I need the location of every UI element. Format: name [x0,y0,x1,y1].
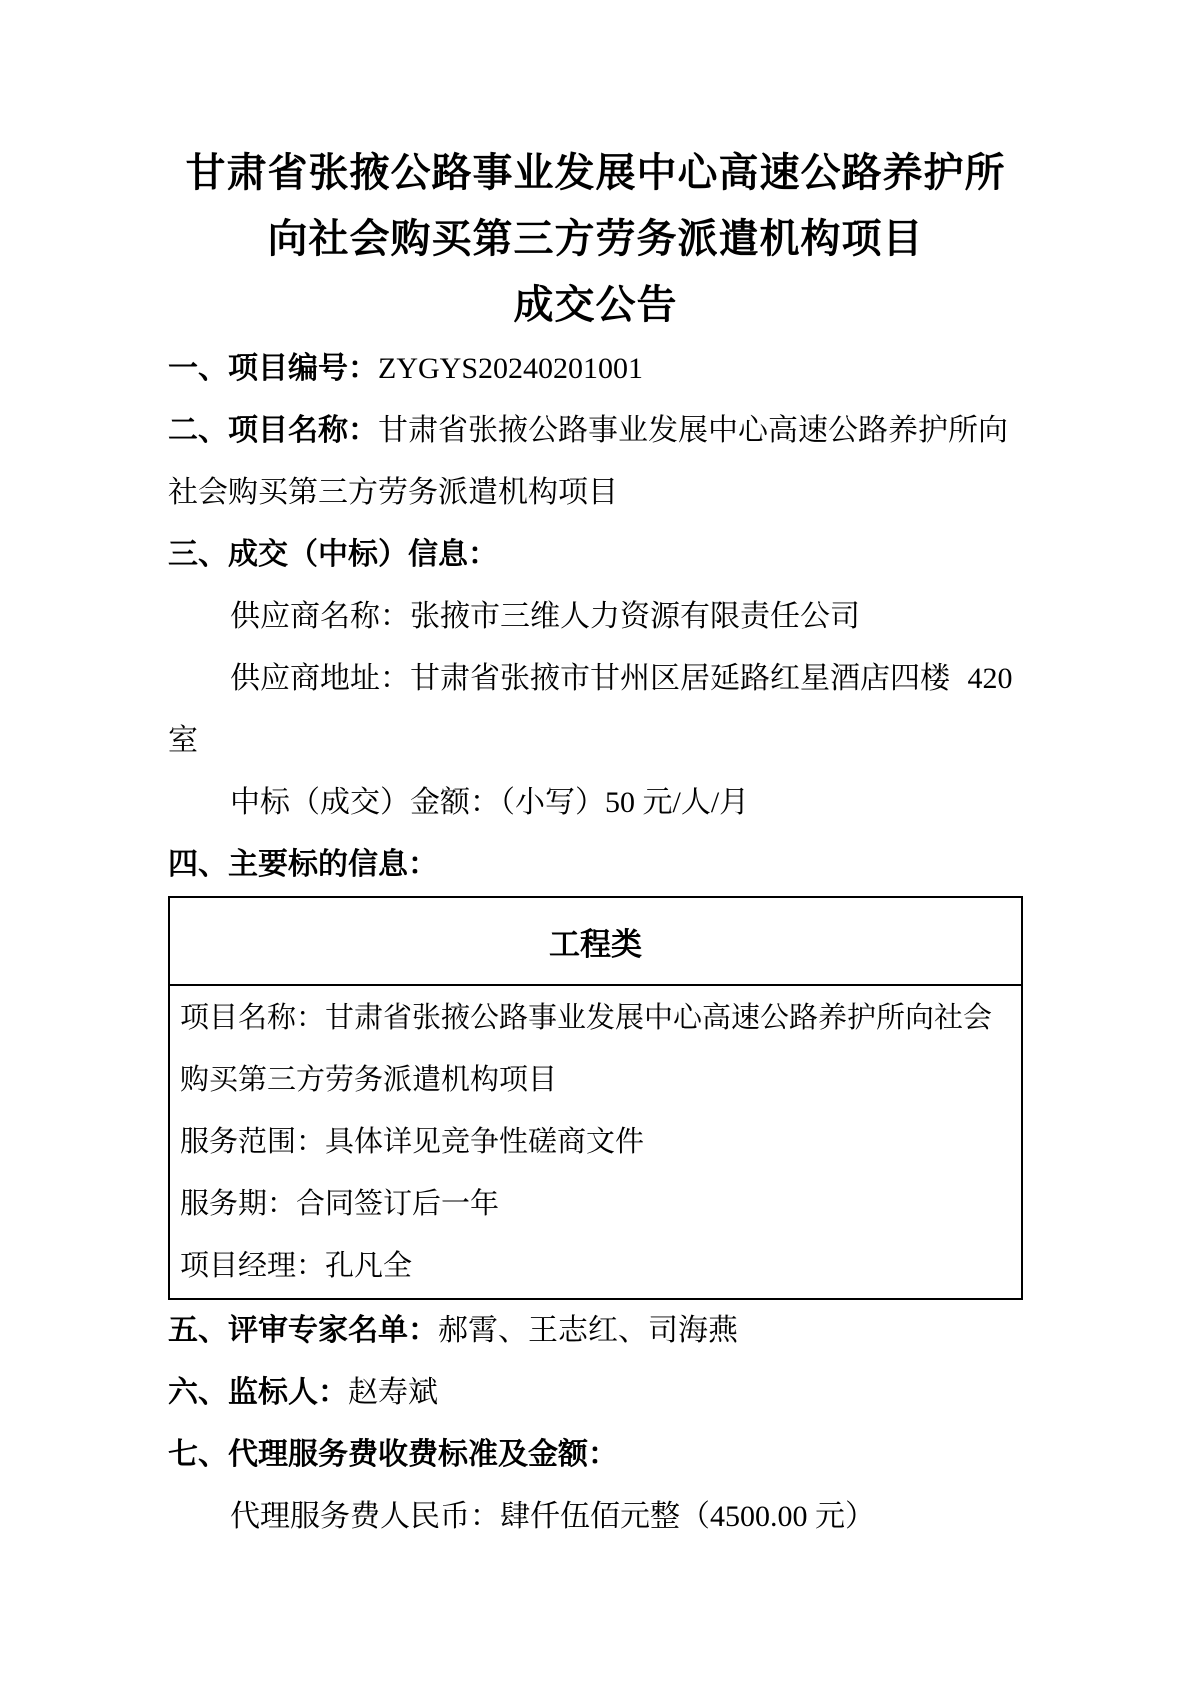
project-name-value: 甘肃省张掖公路事业发展中心高速公路养护所向社会购买第三方劳务派遣机构项目 [168,414,1008,509]
main-subject-table [168,896,1023,1300]
title-line-1: 甘肃省张掖公路事业发展中心高速公路养护所 [185,150,1006,195]
supervisor-value: 赵寿斌 [348,1376,438,1409]
experts-label: 五、评审专家名单： [168,1314,438,1347]
section-project-name [168,400,1023,524]
table-row-service-scope: 服务范围：具体详见竞争性磋商文件 [180,1126,645,1158]
experts-value: 郝霄、王志红、司海燕 [438,1314,738,1347]
supplier-address-line: 供应商地址：甘肃省张掖市甘州区居延路红星酒店四楼 420 室 [168,662,1013,757]
table-row-project-name: 项目名称：甘肃省张掖公路事业发展中心高速公路养护所向社会购买第三方劳务派遣机构项目 [180,1002,993,1096]
main-subject-label: 四、主要标的信息： [168,848,438,881]
section-agency-fee-heading [168,1424,1023,1486]
title-line-2: 向社会购买第三方劳务派遣机构项目 [267,216,924,261]
section-main-subject-heading [168,834,1023,896]
section-experts [168,1300,1023,1362]
title-line-3: 成交公告 [513,282,678,327]
award-amount-line: 中标（成交）金额：（小写）50 元/人/月 [230,786,750,819]
supplier-name-line: 供应商名称：张掖市三维人力资源有限责任公司 [230,600,860,633]
agency-fee-label: 七、代理服务费收费标准及金额： [168,1438,618,1471]
section-award-info-heading [168,524,1023,586]
project-number-value: ZYGYS20240201001 [378,352,644,385]
table-row-service-period: 服务期：合同签订后一年 [180,1188,500,1220]
agency-fee-line: 代理服务费人民币：肆仟伍佰元整（4500.00 元） [230,1500,875,1533]
document-title [168,140,1023,338]
supervisor-label: 六、监标人： [168,1376,348,1409]
table-body-cell [170,986,1021,1298]
section-project-number [168,338,1023,400]
table-row-project-manager: 项目经理：孔凡全 [180,1250,413,1282]
project-number-label: 一、项目编号： [168,352,378,385]
project-name-label: 二、项目名称： [168,414,378,447]
section-supervisor [168,1362,1023,1424]
award-info-label: 三、成交（中标）信息： [168,538,498,571]
table-header-cell: 工程类 [170,898,1021,986]
